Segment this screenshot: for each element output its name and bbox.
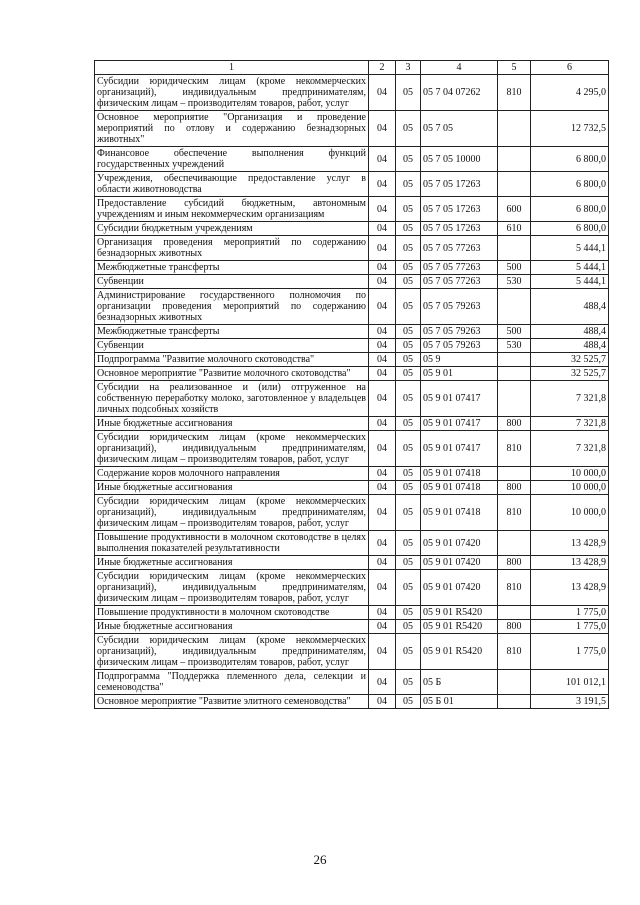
cell-expense-type [498,467,531,481]
budget-table [94,60,609,709]
cell-name: Основное мероприятие "Развитие элитного семеноводства" [95,695,369,709]
cell-target-article: 05 7 05 77263 [421,236,498,261]
cell-name: Субвенции [95,339,369,353]
table-row [95,481,609,495]
cell-section: 04 [369,467,396,481]
cell-expense-type: 500 [498,325,531,339]
cell-amount: 12 732,5 [531,111,609,147]
cell-amount: 1 775,0 [531,606,609,620]
cell-expense-type: 810 [498,431,531,467]
cell-amount: 13 428,9 [531,570,609,606]
cell-subsection: 05 [396,289,421,325]
cell-name: Повышение продуктивности в молочном скотоводстве в целях выполнения показателей результативности [95,531,369,556]
cell-target-article: 05 9 01 07418 [421,467,498,481]
cell-subsection: 05 [396,222,421,236]
cell-section: 04 [369,556,396,570]
cell-name: Иные бюджетные ассигнования [95,417,369,431]
cell-section: 04 [369,381,396,417]
table-header-row [95,61,609,75]
cell-amount: 6 800,0 [531,197,609,222]
cell-expense-type: 600 [498,197,531,222]
cell-target-article: 05 9 01 07420 [421,531,498,556]
cell-section: 04 [369,481,396,495]
table-row [95,222,609,236]
cell-section: 04 [369,222,396,236]
cell-expense-type: 800 [498,556,531,570]
cell-expense-type: 610 [498,222,531,236]
cell-subsection: 05 [396,606,421,620]
cell-name: Субсидии юридическим лицам (кроме некоммерческих организаций), индивидуальным предпринимателям, физическим лицам – производителям товаров, работ, услуг [95,431,369,467]
cell-amount: 6 800,0 [531,172,609,197]
cell-subsection: 05 [396,367,421,381]
cell-amount: 1 775,0 [531,634,609,670]
cell-target-article: 05 7 05 17263 [421,197,498,222]
table-row [95,147,609,172]
cell-subsection: 05 [396,236,421,261]
table-row [95,670,609,695]
cell-subsection: 05 [396,381,421,417]
cell-expense-type: 800 [498,417,531,431]
cell-expense-type: 810 [498,75,531,111]
cell-expense-type [498,147,531,172]
cell-amount: 7 321,8 [531,381,609,417]
table-row [95,695,609,709]
cell-name: Субсидии юридическим лицам (кроме некоммерческих организаций), индивидуальным предпринимателям, физическим лицам – производителям товаров, работ, услуг [95,570,369,606]
table-row [95,367,609,381]
table-row [95,353,609,367]
cell-target-article: 05 9 01 07417 [421,417,498,431]
cell-expense-type: 500 [498,261,531,275]
cell-amount: 5 444,1 [531,236,609,261]
cell-name: Содержание коров молочного направления [95,467,369,481]
cell-section: 04 [369,261,396,275]
cell-amount: 13 428,9 [531,556,609,570]
cell-amount: 6 800,0 [531,222,609,236]
cell-expense-type: 810 [498,634,531,670]
cell-expense-type [498,289,531,325]
cell-name: Подпрограмма "Развитие молочного скотоводства" [95,353,369,367]
cell-subsection: 05 [396,417,421,431]
cell-amount: 1 775,0 [531,620,609,634]
cell-name: Администрирование государственного полномочия по организации проведения мероприятий по содержанию безнадзорных животных [95,289,369,325]
cell-target-article: 05 7 05 10000 [421,147,498,172]
table-row [95,431,609,467]
table-row [95,620,609,634]
cell-expense-type [498,236,531,261]
cell-name: Межбюджетные трансферты [95,261,369,275]
cell-subsection: 05 [396,481,421,495]
cell-expense-type: 800 [498,620,531,634]
cell-subsection: 05 [396,339,421,353]
cell-section: 04 [369,197,396,222]
cell-name: Субсидии юридическим лицам (кроме некоммерческих организаций), индивидуальным предпринимателям, физическим лицам – производителям товаров, работ, услуг [95,634,369,670]
cell-section: 04 [369,431,396,467]
cell-subsection: 05 [396,431,421,467]
cell-target-article: 05 9 01 07418 [421,481,498,495]
cell-target-article: 05 9 [421,353,498,367]
cell-target-article: 05 9 01 07420 [421,570,498,606]
cell-target-article: 05 9 01 R5420 [421,634,498,670]
column-header-target-article: 4 [421,61,498,75]
table-row [95,339,609,353]
cell-target-article: 05 Б [421,670,498,695]
cell-target-article: 05 9 01 [421,367,498,381]
table-row [95,381,609,417]
cell-target-article: 05 9 01 07420 [421,556,498,570]
cell-amount: 13 428,9 [531,531,609,556]
cell-section: 04 [369,172,396,197]
cell-expense-type [498,111,531,147]
cell-target-article: 05 9 01 07417 [421,431,498,467]
cell-expense-type: 810 [498,495,531,531]
cell-subsection: 05 [396,75,421,111]
cell-target-article: 05 7 05 17263 [421,172,498,197]
cell-section: 04 [369,325,396,339]
table-row [95,111,609,147]
cell-expense-type: 530 [498,275,531,289]
cell-name: Межбюджетные трансферты [95,325,369,339]
cell-name: Финансовое обеспечение выполнения функций государственных учреждений [95,147,369,172]
cell-amount: 32 525,7 [531,353,609,367]
cell-amount: 5 444,1 [531,275,609,289]
cell-target-article: 05 9 01 07417 [421,381,498,417]
cell-section: 04 [369,353,396,367]
cell-expense-type [498,353,531,367]
page-number: 26 [313,852,327,867]
cell-name: Субсидии на реализованное и (или) отгруженное на собственную переработку молоко, заготовленное у владельцев личных подсобных хозяйств [95,381,369,417]
cell-target-article: 05 7 05 79263 [421,339,498,353]
cell-section: 04 [369,111,396,147]
cell-expense-type [498,531,531,556]
cell-subsection: 05 [396,467,421,481]
table-row [95,570,609,606]
cell-name: Повышение продуктивности в молочном скотоводстве [95,606,369,620]
table-row [95,556,609,570]
table-row [95,325,609,339]
column-header-expense-type: 5 [498,61,531,75]
cell-expense-type: 810 [498,570,531,606]
cell-subsection: 05 [396,531,421,556]
cell-target-article: 05 7 04 07262 [421,75,498,111]
cell-subsection: 05 [396,556,421,570]
cell-name: Субсидии юридическим лицам (кроме некоммерческих организаций), индивидуальным предпринимателям, физическим лицам – производителям товаров, работ, услуг [95,495,369,531]
cell-expense-type [498,606,531,620]
cell-section: 04 [369,695,396,709]
table-row [95,75,609,111]
cell-name: Иные бюджетные ассигнования [95,481,369,495]
cell-amount: 6 800,0 [531,147,609,172]
cell-target-article: 05 7 05 77263 [421,261,498,275]
cell-target-article: 05 9 01 R5420 [421,620,498,634]
table-row [95,275,609,289]
cell-amount: 7 321,8 [531,417,609,431]
cell-name: Подпрограмма "Поддержка племенного дела, селекции и семеноводства" [95,670,369,695]
cell-section: 04 [369,275,396,289]
cell-section: 04 [369,606,396,620]
cell-subsection: 05 [396,325,421,339]
cell-section: 04 [369,367,396,381]
table-row [95,634,609,670]
cell-section: 04 [369,289,396,325]
cell-section: 04 [369,570,396,606]
cell-target-article: 05 7 05 17263 [421,222,498,236]
cell-target-article: 05 9 01 07418 [421,495,498,531]
cell-name: Субсидии юридическим лицам (кроме некоммерческих организаций), индивидуальным предпринимателям, физическим лицам – производителям товаров, работ, услуг [95,75,369,111]
cell-amount: 488,4 [531,325,609,339]
cell-section: 04 [369,147,396,172]
cell-section: 04 [369,531,396,556]
cell-amount: 4 295,0 [531,75,609,111]
cell-amount: 7 321,8 [531,431,609,467]
cell-amount: 10 000,0 [531,467,609,481]
cell-section: 04 [369,75,396,111]
cell-section: 04 [369,670,396,695]
cell-amount: 488,4 [531,339,609,353]
column-header-amount: 6 [531,61,609,75]
cell-expense-type [498,381,531,417]
cell-target-article: 05 9 01 R5420 [421,606,498,620]
cell-subsection: 05 [396,495,421,531]
table-row [95,531,609,556]
cell-expense-type: 800 [498,481,531,495]
cell-amount: 101 012,1 [531,670,609,695]
cell-amount: 3 191,5 [531,695,609,709]
cell-section: 04 [369,339,396,353]
cell-section: 04 [369,634,396,670]
column-header-section: 2 [369,61,396,75]
column-header-name: 1 [95,61,369,75]
cell-expense-type [498,695,531,709]
table-row [95,606,609,620]
cell-amount: 32 525,7 [531,367,609,381]
cell-section: 04 [369,236,396,261]
table-row [95,417,609,431]
cell-subsection: 05 [396,670,421,695]
cell-subsection: 05 [396,147,421,172]
cell-name: Иные бюджетные ассигнования [95,620,369,634]
cell-subsection: 05 [396,197,421,222]
cell-subsection: 05 [396,172,421,197]
table-row [95,289,609,325]
cell-name: Основное мероприятие "Организация и проведение мероприятий по отлову и содержанию безнадзорных животных" [95,111,369,147]
cell-name: Субсидии бюджетным учреждениям [95,222,369,236]
cell-name: Предоставление субсидий бюджетным, автономным учреждениям и иным некоммерческим организациям [95,197,369,222]
column-header-subsection: 3 [396,61,421,75]
cell-subsection: 05 [396,634,421,670]
cell-amount: 488,4 [531,289,609,325]
table-row [95,236,609,261]
cell-subsection: 05 [396,275,421,289]
cell-amount: 10 000,0 [531,495,609,531]
cell-section: 04 [369,495,396,531]
cell-name: Субвенции [95,275,369,289]
table-row [95,261,609,275]
table-row [95,467,609,481]
cell-section: 04 [369,417,396,431]
cell-expense-type [498,367,531,381]
table-row [95,197,609,222]
cell-target-article: 05 7 05 [421,111,498,147]
cell-expense-type [498,670,531,695]
cell-subsection: 05 [396,570,421,606]
cell-target-article: 05 7 05 79263 [421,289,498,325]
cell-expense-type [498,172,531,197]
cell-subsection: 05 [396,695,421,709]
cell-subsection: 05 [396,111,421,147]
table-body [95,61,609,709]
cell-subsection: 05 [396,261,421,275]
cell-name: Учреждения, обеспечивающие предоставление услуг в области животноводства [95,172,369,197]
table-row [95,172,609,197]
cell-name: Иные бюджетные ассигнования [95,556,369,570]
cell-target-article: 05 7 05 77263 [421,275,498,289]
cell-target-article: 05 Б 01 [421,695,498,709]
cell-name: Основное мероприятие "Развитие молочного скотоводства" [95,367,369,381]
cell-subsection: 05 [396,620,421,634]
cell-expense-type: 530 [498,339,531,353]
cell-subsection: 05 [396,353,421,367]
cell-target-article: 05 7 05 79263 [421,325,498,339]
cell-amount: 10 000,0 [531,481,609,495]
cell-amount: 5 444,1 [531,261,609,275]
cell-name: Организация проведения мероприятий по содержанию безнадзорных животных [95,236,369,261]
cell-section: 04 [369,620,396,634]
table-row [95,495,609,531]
